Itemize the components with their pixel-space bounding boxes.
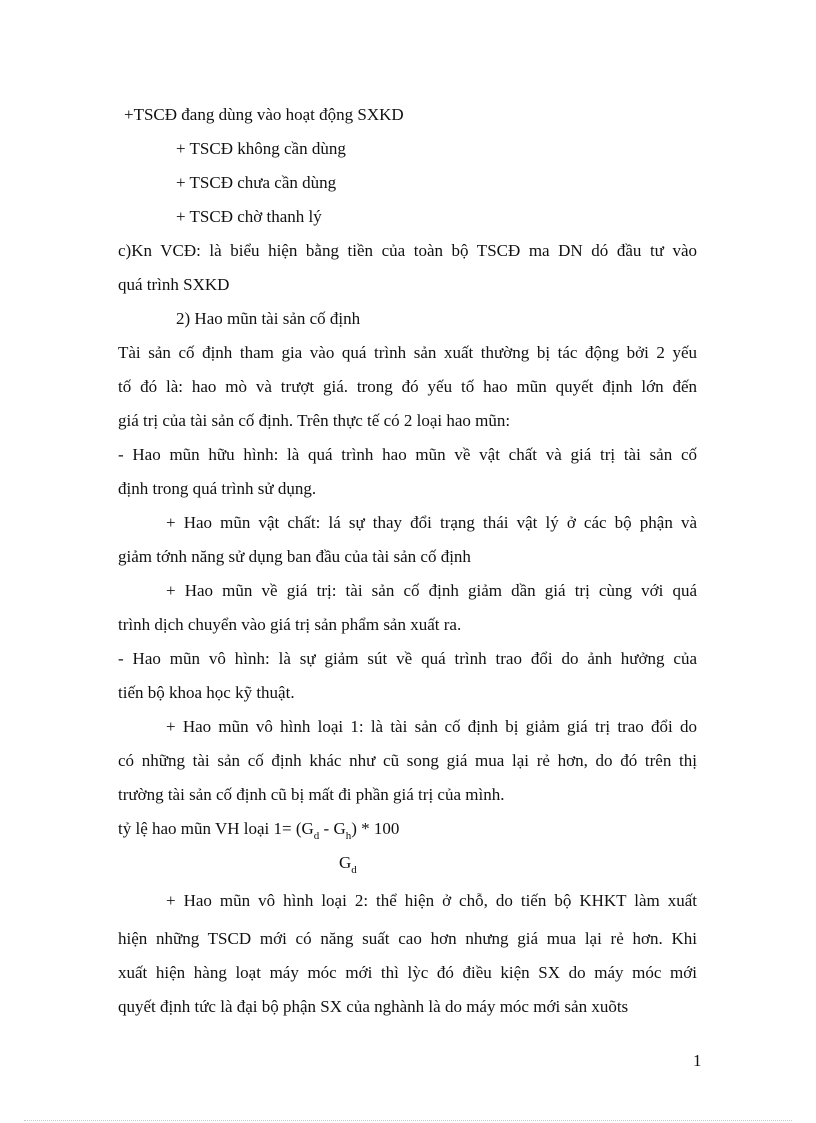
text-line: + Hao mũn vô hình loại 1: là tài sản cố định bị giảm giá trị trao đổi do: [166, 717, 697, 736]
text-line: +TSCĐ đang dùng vào hoạt động SXKD: [124, 105, 404, 124]
text-line: + TSCĐ chưa cần dùng: [176, 173, 337, 192]
text-line: - Hao mũn vô hình: là sự giảm sút về quá trình trao đổi do ảnh hưởng của: [118, 649, 697, 668]
text-line: hiện những TSCD mới có năng suất cao hơn nhưng giá mua lại rẻ hơn. Khi: [118, 929, 697, 948]
text-line: + TSCĐ chờ thanh lý: [176, 207, 322, 226]
text-line: giá trị của tài sản cố định. Trên thực tế có 2 loại hao mũn:: [118, 411, 511, 430]
formula-denominator: $G_d$: [339, 853, 357, 876]
text-line: + Hao mũn vô hình loại 2: thể hiện ở chỗ, do tiến bộ KHKT làm xuất: [166, 891, 697, 910]
page-number: 1: [693, 1051, 702, 1070]
text-line: c)Kn VCĐ: là biểu hiện bằng tiền của toàn bộ TSCĐ ma DN dó đầu tư vào: [118, 241, 697, 260]
text-line: quá trình SXKD: [118, 275, 230, 294]
text-line: quyết định tức là đại bộ phận SX của nghành là do máy móc mới sản xuõts: [118, 997, 629, 1016]
text-line: xuất hiện hàng loạt máy móc mới thì lỳc đó điều kiện SX do máy móc mới: [118, 963, 697, 982]
text-line: có những tài sản cố định khác như cũ song giá mua lại rẻ hơn, do đó trên thị: [118, 751, 697, 770]
text-line: giảm tớnh năng sử dụng ban đầu của tài sản cố định: [118, 547, 471, 566]
text-line: + Hao mũn về giá trị: tài sản cố định giảm dần giá trị cùng với quá: [166, 581, 697, 600]
text-line: định trong quá trình sử dụng.: [118, 479, 317, 498]
footer-rule: [24, 1120, 792, 1121]
text-line: + Hao mũn vật chất: lá sự thay đổi trạng thái vật lý ở các bộ phận và: [166, 513, 697, 532]
text-line: Tài sản cố định tham gia vào quá trình sản xuất thường bị tác động bởi 2 yếu: [118, 343, 697, 362]
text-line: tố đó là: hao mò và trượt giá. trong đó yếu tố hao mũn quyết định lớn đến: [118, 377, 697, 396]
text-line: + TSCĐ không cần dùng: [176, 139, 346, 158]
text-line: tiến bộ khoa học kỹ thuật.: [118, 683, 295, 702]
wear-rate-formula: tỷ lệ hao mũn VH loại $1= (G_d - G_h) * 100$: [118, 819, 400, 842]
text-line: trình dịch chuyển vào giá trị sản phẩm sản xuất ra.: [118, 615, 462, 634]
text-line: trường tài sản cố định cũ bị mất đi phần giá trị của mình.: [118, 785, 505, 804]
text-line: - Hao mũn hữu hình: là quá trình hao mũn về vật chất và giá trị tài sản cố: [118, 445, 697, 464]
section-heading: 2) Hao mũn tài sản cố định: [176, 309, 361, 328]
